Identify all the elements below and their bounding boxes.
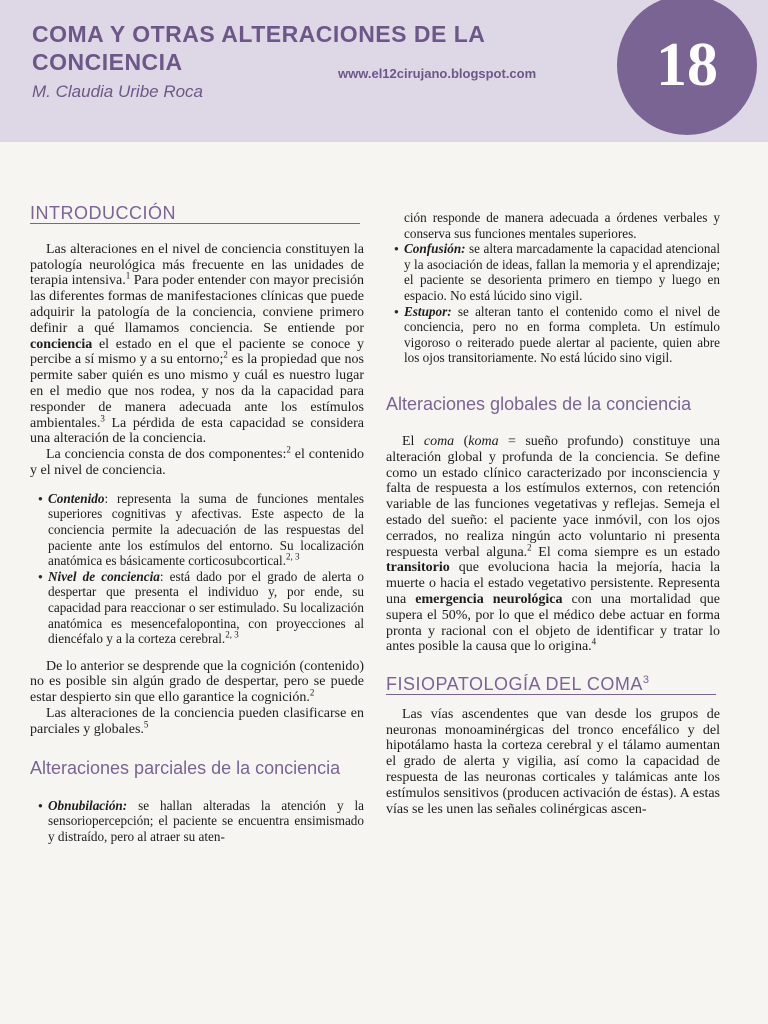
section-heading-fisiopatologia <box>386 674 716 695</box>
heading-text: FISIOPATOLOGÍA DEL COMA <box>386 674 643 695</box>
text: La pérdida de esta capacidad se considera una alteración de la conciencia. <box>30 415 364 447</box>
text: con una mortalidad que supera el 50%, por lo que el médico debe actuar en forma pronta y racional con el objeto de identificar y tratar lo antes posible la causa que lo origina. <box>386 591 720 655</box>
text: El <box>402 433 424 449</box>
text: = sueño profundo) constituye una alteración global y profunda de la conciencia. Se define como un estado clínico caracterizado por inconsciencia y falta de respuesta a los estímulos externos, con retención variable de las funciones vegetativas y reflejas. Semeja el estado del sueño: el paciente yace inmóvil, con los ojos cerrados, no realiza ningún acto voluntario ni presenta respuesta verbal alguna. <box>386 433 720 560</box>
term-bold: transitorio <box>386 560 450 576</box>
footnote-ref: 2 <box>286 444 291 455</box>
list-item <box>38 491 364 569</box>
footnote-ref: 2 <box>527 541 532 552</box>
footnote-ref: 2 <box>309 687 315 698</box>
text: el contenido y el nivel de conciencia. <box>30 447 364 478</box>
text: Las alteraciones en el nivel de conciencia constituyen la patología neurológica más frecuente en las unidades de terapia intensiva. <box>30 241 364 289</box>
footnote-ref: 2, 3 <box>225 629 239 640</box>
partial-list <box>38 798 364 845</box>
right-column <box>386 210 720 817</box>
list-item <box>38 798 364 845</box>
footnote-ref: 5 <box>143 719 149 730</box>
intro-paragraph-2 <box>30 444 364 479</box>
text: La conciencia consta de dos componentes: <box>46 447 287 463</box>
left-column <box>30 203 364 844</box>
text: : representa la suma de funciones mentales superiores cognitivas y afectivas. Este aspecto de la conciencia permite la adecuación de las respuestas del paciente ante los estímulos del entorno. Su localización anatómica es básicamente corticosubcortical. <box>48 490 364 569</box>
chapter-author: M. Claudia Uribe Roca <box>32 82 204 101</box>
text: : está dado por el grado de alerta o despertar que presenta el individuo y, por ende, su capacidad para reaccionar o ser estimulado. Su localización anatómica es mesencefalopontina, con proyecciones al diencéfalo y a la corteza cerebral. <box>48 568 364 647</box>
footnote-ref: 3 <box>642 674 650 687</box>
footnote-ref: 3 <box>100 412 105 423</box>
text: se hallan alteradas la atención y la sensoriopercepción; el paciente se encuentra ensimismado y distraído, pero al atraer su aten- <box>48 797 364 844</box>
text: se alteran tanto el contenido como el nivel de conciencia, pero no en forma completa. Un estímulo vigoroso o reiterado puede alertar al paciente, quien abre los ojos transitoriamente. No está lúcido sino vigil. <box>404 303 720 366</box>
footnote-ref: 2 <box>223 349 228 360</box>
term-bold: conciencia <box>30 336 93 352</box>
term: Contenido <box>48 490 105 506</box>
term-italic: coma <box>423 433 455 449</box>
intro-paragraph-1 <box>30 242 364 447</box>
fisio-paragraph: Las vías ascendentes que van desde los grupos de neuronas monoaminérgicas del tronco encefálico y del hipotálamo hasta la corteza cerebral y el tálamo aumentan el grado de alerta y vigilia, así como la capacidad de respuesta de las neuronas corticales y talámicas ante los estímulos sensitivos (producen activación de éstas). A estas vías se les unen las señales colinérgicas ascen- <box>386 706 720 817</box>
chapter-title: COMA Y OTRAS ALTERACIONES DE LA CONCIENCIA <box>32 21 485 75</box>
section-heading-globales: Alteraciones globales de la conciencia <box>386 393 692 414</box>
obnubilacion-continued: ción responde de manera adecuada a órdenes verbales y conserva sus funciones mentales superiores. <box>404 210 720 241</box>
text: se altera marcadamente la capacidad atencional y la asociación de ideas, fallan la memoria y el aprendizaje; el paciente se desorienta primero en tiempo y luego en espacio. No está lúcido sino vigil. <box>404 241 720 303</box>
chapter-header <box>0 0 768 142</box>
term: Obnubilación: <box>48 797 128 813</box>
term-bold: emergencia neurológica <box>415 591 563 607</box>
text: es la propiedad que nos permite saber quién es uno mismo y cuál es nuestro lugar en el medio que nos rodea, y nos da la capacidad para responder de manera adecuada ante los estímulos ambientales. <box>30 352 364 431</box>
term: Nivel de conciencia <box>48 568 160 584</box>
components-list <box>38 491 364 647</box>
text: que evoluciona hacia la mejoría, hacia la muerte o hacia el estado vegetativo persistente. Representa una <box>386 560 720 607</box>
section-heading-introduccion: INTRODUCCIÓN <box>30 206 360 224</box>
footnote-ref: 2, 3 <box>286 551 300 562</box>
term: Confusión: <box>404 241 466 257</box>
intro-paragraph-4 <box>30 706 364 738</box>
intro-paragraph-3 <box>30 659 364 706</box>
section-heading-parciales: Alteraciones parciales de la conciencia <box>30 757 341 778</box>
coma-paragraph <box>386 434 720 655</box>
list-item <box>394 304 720 366</box>
text: ( <box>454 433 469 449</box>
text: Para poder entender con mayor precisión las diferentes formas de manifestaciones clínicas que puede adquirir la patología de la conciencia, conviene primero definir a qué llamamos conciencia. Se entiende por <box>30 273 364 336</box>
term-italic: koma <box>468 433 499 449</box>
text: Las alteraciones de la conciencia pueden clasificarse en parciales y globales. <box>30 706 364 737</box>
text: De lo anterior se desprende que la cognición (contenido) no es posible sin algún grado de despertar, pero se puede estar despierto sin que ello garantice la cognición. <box>30 658 364 706</box>
footnote-ref: 4 <box>591 636 597 647</box>
partial-list-continued <box>394 241 720 366</box>
blog-url: www.el12cirujano.blogspot.com <box>338 66 537 81</box>
text: El coma siempre es un estado <box>531 544 720 560</box>
text: el estado en el que el paciente se conoce y percibe a sí mismo y a su entorno; <box>30 336 364 368</box>
list-item <box>38 569 364 647</box>
chapter-number-badge: 18 <box>617 0 757 135</box>
footnote-ref: 1 <box>125 270 131 281</box>
term: Estupor: <box>404 303 452 319</box>
list-item <box>394 241 720 303</box>
